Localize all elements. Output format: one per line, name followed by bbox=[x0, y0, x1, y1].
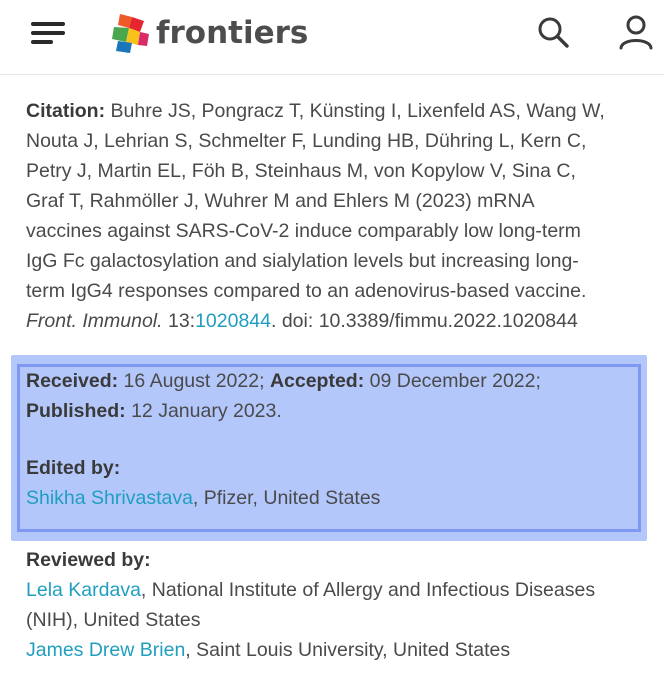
received-label: Received: bbox=[26, 370, 119, 392]
reviewer-affiliation: , National Institute of Allergy and Infectious Diseases bbox=[140, 579, 596, 601]
search-icon[interactable] bbox=[536, 15, 570, 49]
logo-text: frontiers bbox=[156, 15, 309, 51]
journal-name: Front. Immunol. bbox=[26, 310, 163, 332]
citation-line: term IgG4 responses compared to an adenovirus-based vaccine. bbox=[26, 280, 587, 302]
citation-label: Citation: bbox=[26, 100, 106, 122]
reviewed-by-label: Reviewed by: bbox=[26, 549, 151, 571]
frontiers-logo[interactable] bbox=[112, 10, 308, 56]
user-account-icon[interactable] bbox=[618, 14, 654, 50]
article-number-link[interactable]: 1020844 bbox=[195, 310, 271, 332]
citation-line: IgG Fc galactosylation and sialylation levels but increasing long- bbox=[26, 250, 579, 272]
citation-line: Graf T, Rahmöller J, Wuhrer M and Ehlers M (2023) mRNA bbox=[26, 190, 535, 212]
reviewed-by-section bbox=[26, 545, 658, 665]
top-header bbox=[0, 0, 664, 75]
reviewer-affiliation: (NIH), United States bbox=[26, 609, 201, 631]
editor-name-link[interactable]: Shikha Shrivastava bbox=[26, 487, 193, 509]
article-dates bbox=[26, 366, 636, 426]
published-label: Published: bbox=[26, 400, 126, 422]
citation-line: vaccines against SARS-CoV-2 induce comparably low long-term bbox=[26, 220, 581, 242]
citation-line: Nouta J, Lehrian S, Schmelter F, Lunding HB, Dühring L, Kern C, bbox=[26, 130, 587, 152]
journal-volume: 13: bbox=[167, 310, 196, 332]
doi-text: . doi: 10.3389/fimmu.2022.1020844 bbox=[271, 310, 578, 332]
reviewer-name-link[interactable]: Lela Kardava bbox=[26, 579, 141, 601]
reviewer-affiliation: , Saint Louis University, United States bbox=[185, 639, 511, 661]
edited-by-label: Edited by: bbox=[26, 457, 121, 479]
citation-line: Petry J, Martin EL, Föh B, Steinhaus M, von Kopylow V, Sina C, bbox=[26, 160, 576, 182]
hamburger-menu-icon[interactable] bbox=[31, 20, 65, 46]
citation-block bbox=[26, 96, 656, 336]
edited-by-section bbox=[26, 453, 636, 513]
received-date: 16 August 2022; bbox=[118, 370, 270, 392]
editor-affiliation: , Pfizer, United States bbox=[192, 487, 381, 509]
accepted-date: 09 December 2022; bbox=[364, 370, 541, 392]
citation-line: Buhre JS, Pongracz T, Künsting I, Lixenfeld AS, Wang W, bbox=[110, 100, 605, 122]
published-date: 12 January 2023. bbox=[125, 400, 282, 422]
accepted-label: Accepted: bbox=[269, 370, 365, 392]
reviewer-name-link[interactable]: James Drew Brien bbox=[26, 639, 186, 661]
frontiers-logo-mark-icon bbox=[112, 12, 150, 54]
